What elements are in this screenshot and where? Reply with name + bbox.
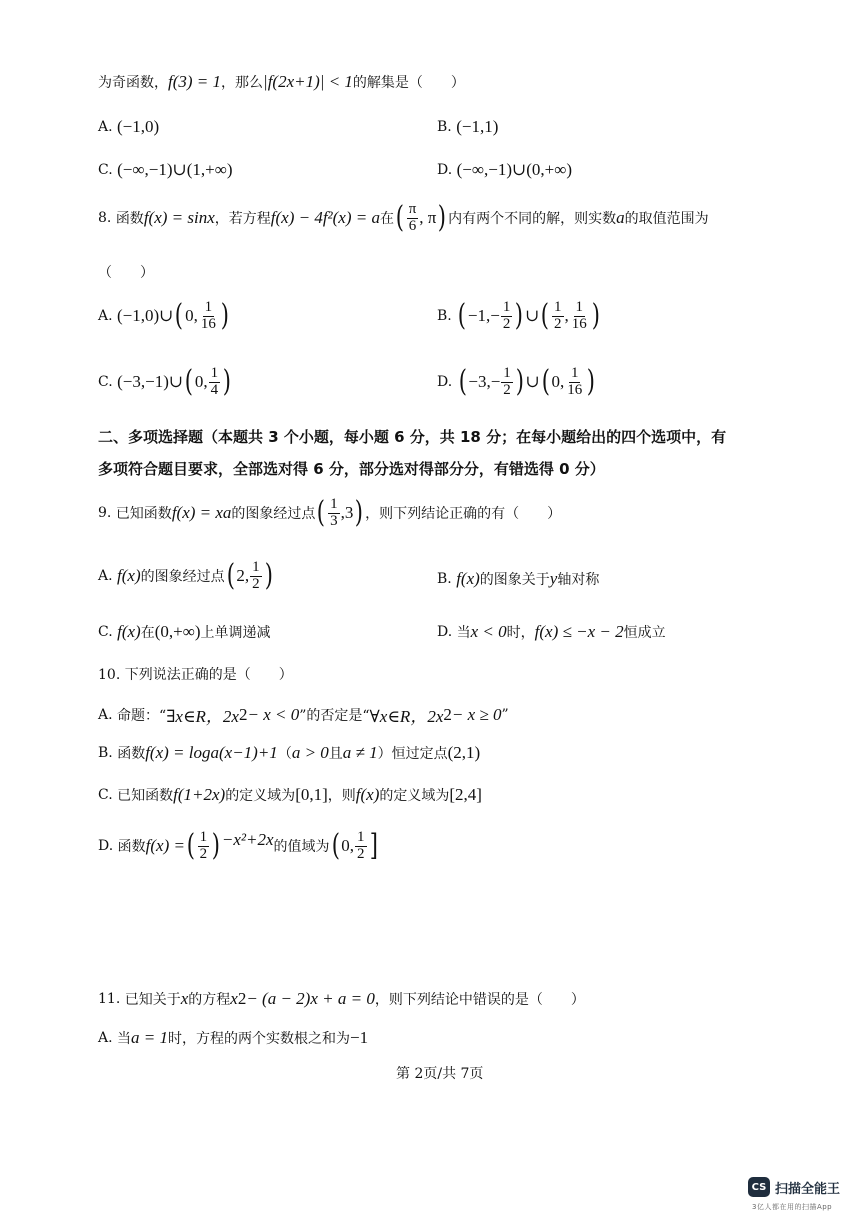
option-text: 时， <box>506 625 535 641</box>
section-heading-line1: 二、多项选择题（本题共 3 个小题，每小题 6 分，共 18 分；在每小题给出的四个选项中，有 <box>98 428 727 446</box>
denominator: 2 <box>199 845 208 862</box>
scanner-logo-icon: CS <box>748 1177 770 1197</box>
q7-option-d <box>437 160 572 180</box>
fraction <box>501 300 513 333</box>
paren-right: ) <box>220 298 229 334</box>
q9-text: 已知函数 <box>115 506 172 523</box>
option-math: (−∞,−1)∪(1,+∞) <box>117 160 233 179</box>
paren-right: ) <box>438 200 447 236</box>
q8-text: 内有两个不同的解，则实数 <box>448 211 617 228</box>
exponent: 2 <box>443 704 452 724</box>
q9-option-a <box>98 560 274 593</box>
option-letter: D. <box>437 162 453 178</box>
union-sign: ∪ <box>525 372 540 392</box>
option-text: ”的否定是“ <box>299 707 370 724</box>
paren-left: ( <box>458 364 467 400</box>
option-text: （ <box>277 746 292 762</box>
question-number: 9. <box>98 505 112 522</box>
option-math: (2,1) <box>447 743 481 762</box>
paren-left: ( <box>186 828 195 864</box>
option-text: 的定义域为 <box>379 788 450 804</box>
option-math: ∃x∈R，2x <box>166 707 239 726</box>
option-math: −3,− <box>468 372 501 392</box>
paren-right: ) <box>222 364 232 400</box>
bracket-right: ] <box>369 828 378 864</box>
q7-text: 为奇函数， <box>98 75 168 91</box>
section-heading-line2: 多项符合题目要求，全部选对得 6 分，部分选对得部分分，有错选得 0 分） <box>98 460 605 478</box>
option-letter: B. <box>98 745 113 761</box>
scanner-watermark <box>748 1177 840 1197</box>
q7-stem <box>98 72 465 92</box>
option-letter: A. <box>98 568 113 585</box>
denominator: 16 <box>567 381 583 398</box>
paren-left: ( <box>541 364 550 400</box>
q9-option-c <box>98 622 271 642</box>
option-text: 且 <box>328 746 343 762</box>
question-number: 11. <box>98 991 121 1007</box>
paren-left: ( <box>226 558 235 594</box>
question-number: 8. <box>98 210 112 227</box>
option-math: a = 1 <box>131 1028 168 1047</box>
option-math: (−1,0) <box>117 117 160 136</box>
paren-right: ) <box>355 495 364 531</box>
q8-option-c <box>98 366 233 399</box>
exponent: 2 <box>237 989 247 1008</box>
q7-text: ，那么 <box>221 75 264 91</box>
option-math: a ≠ 1 <box>342 743 378 762</box>
numerator: 1 <box>210 365 219 381</box>
q10-option-a <box>98 702 509 727</box>
numerator: 1 <box>554 299 562 315</box>
denominator: 16 <box>571 315 587 332</box>
option-math: x < 0 <box>470 622 507 641</box>
q11-text: 已知关于 <box>124 992 181 1008</box>
paren-right: ) <box>211 828 221 864</box>
q8-text: ，若方程 <box>214 211 271 228</box>
option-letter: C. <box>98 787 113 803</box>
comma: , <box>564 306 569 326</box>
numerator: 1 <box>357 829 365 845</box>
option-letter: A. <box>98 308 113 325</box>
option-text: 在 <box>140 625 155 641</box>
numerator: 1 <box>330 496 338 512</box>
paren-right: ) <box>586 364 596 400</box>
answer-paren: （ ） <box>98 265 154 281</box>
numerator: 1 <box>503 365 511 381</box>
fraction <box>570 300 589 333</box>
union-sign: ∪ <box>525 306 540 326</box>
exponent: 2 <box>238 704 248 724</box>
scanner-tagline: 3亿人都在用的扫描App <box>752 1203 833 1211</box>
denominator: 2 <box>357 845 365 862</box>
paren-left: ( <box>331 828 340 864</box>
q9-math: ,3 <box>340 503 354 523</box>
option-math: f(x) <box>117 566 141 586</box>
q11-option-a <box>98 1028 368 1048</box>
option-letter: C. <box>98 374 113 391</box>
denominator: 16 <box>200 315 216 332</box>
q8-option-a <box>98 300 231 333</box>
option-text: 函数 <box>117 839 146 856</box>
option-letter: D. <box>437 374 453 391</box>
q8-stem <box>98 202 709 235</box>
option-text: 上单调递减 <box>200 625 271 641</box>
q9-text: 的图象经过点 <box>231 506 316 523</box>
q9-option-b <box>437 569 599 589</box>
fraction <box>552 300 564 333</box>
numerator: π <box>408 201 417 217</box>
q8-answer-paren <box>98 262 154 282</box>
q7-option-a <box>98 117 159 137</box>
option-math: (−1,0)∪ <box>117 306 174 326</box>
option-letter: D. <box>437 624 453 640</box>
numerator: 1 <box>199 829 208 845</box>
option-letter: C. <box>98 624 113 640</box>
option-math: 0, <box>341 836 354 856</box>
q9-stem <box>98 497 561 530</box>
fraction <box>328 497 340 530</box>
fraction <box>501 366 513 399</box>
denominator: 2 <box>502 315 511 332</box>
q11-math: x <box>180 989 189 1008</box>
option-math: (x−1)+1 <box>219 743 278 762</box>
option-math: f(x) ≤ −x − 2 <box>534 622 624 641</box>
numerator: 1 <box>570 365 579 381</box>
option-letter: C. <box>98 162 113 178</box>
paren-right: ) <box>264 558 273 594</box>
paren-left: ( <box>395 200 404 236</box>
option-text: 的图象关于 <box>479 572 550 588</box>
option-text: 恒成立 <box>623 625 666 641</box>
option-math: 0, <box>185 306 198 326</box>
option-math: −1 <box>350 1028 369 1047</box>
q7-option-b <box>437 117 498 137</box>
q7-math: |f(2x+1)| < 1 <box>263 72 353 91</box>
denominator: 2 <box>554 315 562 332</box>
denominator: 6 <box>408 217 417 234</box>
q9-math: f(x) = x <box>171 503 223 523</box>
option-text: 当 <box>117 1031 132 1047</box>
q9-text: ，则下列结论正确的有（ ） <box>365 506 562 523</box>
q11-math: − (a − 2)x + a = 0 <box>246 989 375 1008</box>
denominator: 3 <box>330 512 338 529</box>
q8-text: 的取值范围为 <box>624 211 709 228</box>
option-letter: A. <box>98 1030 113 1046</box>
option-text: 当 <box>456 625 471 641</box>
option-math: y <box>549 569 558 588</box>
exponent: a <box>222 503 232 523</box>
q10-option-c <box>98 785 482 805</box>
option-letter: B. <box>437 119 452 135</box>
denominator: 2 <box>252 575 260 592</box>
option-math: ∀x∈R，2x <box>369 707 444 726</box>
option-letter: B. <box>437 571 452 587</box>
option-math: (0,+∞) <box>154 622 201 641</box>
exponent: −x²+2x <box>221 830 274 849</box>
paren-left: ( <box>175 298 184 334</box>
q7-text: 的解集是（ ） <box>352 75 465 91</box>
option-letter: A. <box>98 119 113 135</box>
option-math: 2, <box>236 566 250 586</box>
q8-math: f(x) − 4f²(x) = a <box>270 208 380 228</box>
fraction <box>565 366 584 399</box>
option-math: − x ≥ 0 <box>451 704 502 724</box>
numerator: 1 <box>252 559 260 575</box>
q8-math: a <box>616 208 625 228</box>
q7-option-c <box>98 160 233 180</box>
q9-option-d <box>437 622 666 642</box>
fraction <box>355 830 367 863</box>
q8-math: f(x) = sinx <box>143 208 215 228</box>
option-text: 已知函数 <box>117 788 174 804</box>
option-math: f(x) <box>117 622 141 641</box>
scanner-app-name: 扫描全能王 <box>775 1181 841 1197</box>
paren-left: ( <box>317 495 326 531</box>
q11-text: 的方程 <box>188 992 231 1008</box>
paren-right: ) <box>515 364 524 400</box>
option-math: f(x) = <box>145 836 185 856</box>
numerator: 1 <box>575 299 584 315</box>
option-text: 的定义域为 <box>225 788 296 804</box>
q11-stem <box>98 989 585 1009</box>
option-text: ）恒过定点 <box>377 746 448 762</box>
paren-left: ( <box>541 298 550 334</box>
fraction <box>209 366 221 399</box>
option-math: f(x) <box>355 785 380 804</box>
numerator: 1 <box>204 299 213 315</box>
numerator: 1 <box>502 299 511 315</box>
denominator: 2 <box>503 381 511 398</box>
fraction <box>199 300 218 333</box>
paren-right: ) <box>591 298 600 334</box>
q8-text: 函数 <box>115 211 144 228</box>
q8-text: 在 <box>380 211 394 228</box>
option-math: f(x) = log <box>145 743 211 762</box>
q11-math: x <box>230 989 238 1008</box>
paren-left: ( <box>457 298 467 334</box>
option-letter: B. <box>437 308 452 325</box>
option-math: [0,1] <box>295 785 328 804</box>
option-math: 0, <box>194 372 208 392</box>
option-text: 函数 <box>117 746 146 762</box>
option-math: −1,− <box>467 306 500 326</box>
option-text: 时，方程的两个实数根之和为 <box>168 1031 350 1047</box>
page-footer: 第 2页/共 7页 <box>396 1066 484 1082</box>
option-math: (−3,−1)∪ <box>117 372 184 392</box>
q10-stem: 10. 下列说法正确的是（ ） <box>98 667 293 683</box>
option-text: 命题：“ <box>117 707 167 724</box>
option-math: − x < 0 <box>247 704 300 724</box>
option-text: 的图象经过点 <box>140 569 225 586</box>
q8-math: , π <box>419 208 437 228</box>
paren-left: ( <box>184 364 194 400</box>
option-math: 0, <box>551 372 565 392</box>
option-letter: D. <box>98 838 114 855</box>
q8-option-b <box>437 300 602 333</box>
subscript: a <box>210 743 219 762</box>
q7-math: f(3) = 1 <box>168 72 222 91</box>
option-text: ” <box>501 706 509 723</box>
option-math: a > 0 <box>291 743 329 762</box>
option-math: f(1+2x) <box>173 785 226 804</box>
denominator: 4 <box>210 381 219 398</box>
paren-right: ) <box>515 298 524 334</box>
option-math: (−1,1) <box>456 117 499 136</box>
option-text: 的值域为 <box>273 839 330 856</box>
option-text: 轴对称 <box>557 572 600 588</box>
q8-option-d <box>437 366 597 399</box>
option-math: [2,4] <box>449 785 482 804</box>
fraction <box>250 560 262 593</box>
option-letter: A. <box>98 706 113 723</box>
q10-option-b <box>98 743 480 763</box>
q10-option-d <box>98 830 379 863</box>
fraction <box>198 830 210 863</box>
option-math: (−∞,−1)∪(0,+∞) <box>456 160 573 179</box>
q11-text: ，则下列结论中错误的是（ ） <box>374 992 585 1008</box>
option-math: f(x) <box>456 569 480 588</box>
option-text: ，则 <box>327 788 356 804</box>
fraction <box>407 202 419 235</box>
